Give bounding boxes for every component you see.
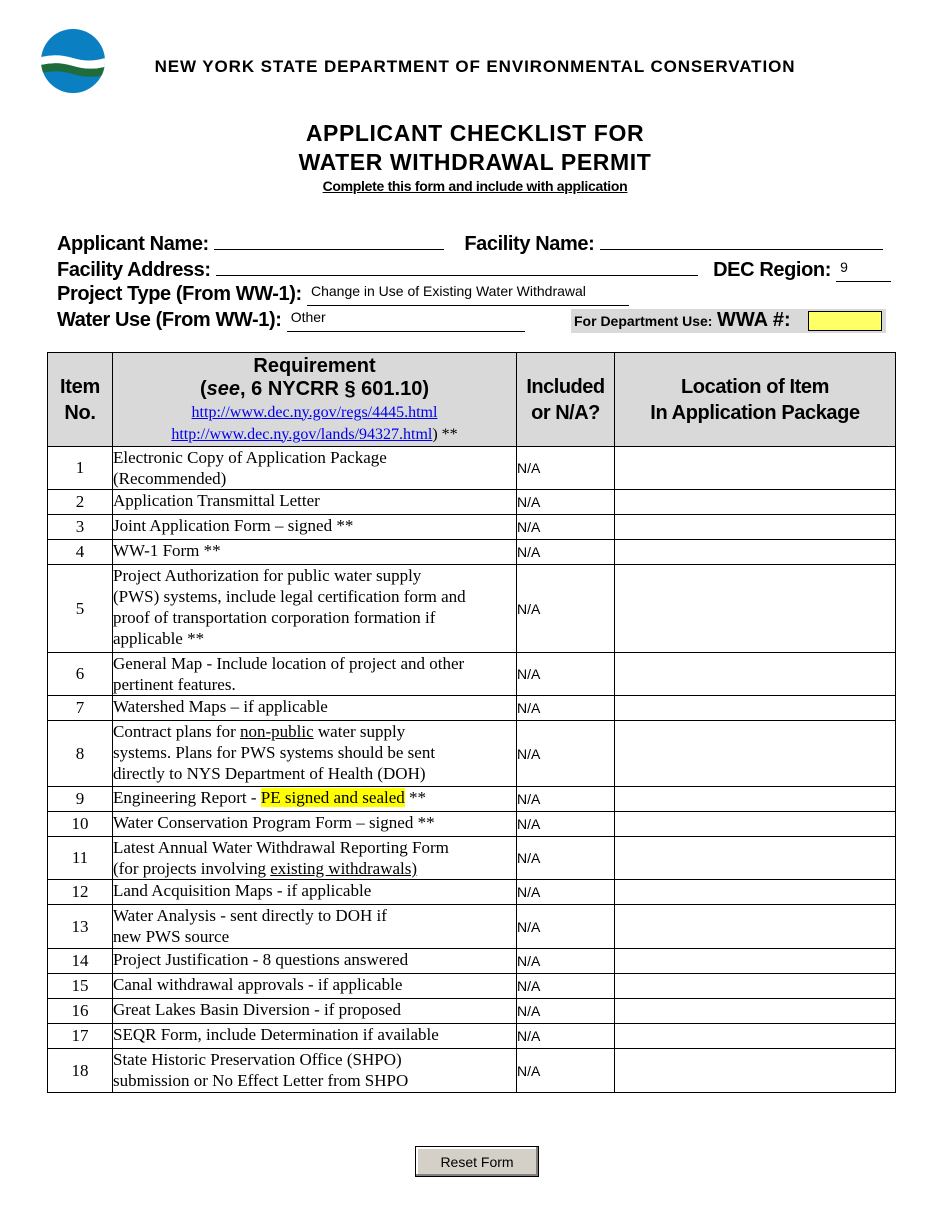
included-field[interactable]: N/A — [517, 787, 615, 812]
project-type-value: Change in Use of Existing Water Withdrawal — [310, 283, 586, 299]
location-field[interactable] — [615, 812, 896, 837]
project-type-row — [57, 283, 629, 306]
requirement-text: Engineering Report - PE signed and sealed ** — [113, 787, 517, 812]
water-use-value: Other — [290, 309, 326, 325]
reset-form-button[interactable]: Reset Form — [415, 1146, 539, 1177]
table-row — [48, 447, 896, 490]
applicant-facility-row — [57, 231, 883, 256]
header-included: Included or N/A? — [517, 353, 615, 447]
location-field[interactable] — [615, 787, 896, 812]
wwa-number-field[interactable] — [808, 311, 882, 331]
department-use-label: For Department Use: — [574, 313, 713, 329]
item-number: 13 — [48, 905, 113, 949]
location-field[interactable] — [615, 905, 896, 949]
table-row — [48, 653, 896, 696]
checklist-table — [47, 352, 896, 1093]
requirement-text: Contract plans for non-public water supply systems. Plans for PWS systems should be sent directly to NYS Department of Health (DOH) — [113, 721, 517, 787]
requirement-text: Joint Application Form – signed ** — [113, 515, 517, 540]
requirement-text: Water Conservation Program Form – signed ** — [113, 812, 517, 837]
included-field[interactable]: N/A — [517, 837, 615, 880]
requirement-text: Great Lakes Basin Diversion - if proposed — [113, 999, 517, 1024]
included-field[interactable]: N/A — [517, 1024, 615, 1049]
item-number: 9 — [48, 787, 113, 812]
location-field[interactable] — [615, 837, 896, 880]
location-field[interactable] — [615, 565, 896, 653]
dec-region-value: 9 — [840, 259, 848, 275]
table-row — [48, 812, 896, 837]
item-number: 3 — [48, 515, 113, 540]
applicant-name-field[interactable] — [214, 231, 444, 250]
project-type-label: Project Type (From WW-1): — [57, 283, 302, 305]
table-header-row — [48, 353, 896, 447]
requirement-text: Latest Annual Water Withdrawal Reporting Form (for projects involving existing withdrawals) — [113, 837, 517, 880]
requirement-text: Electronic Copy of Application Package (Recommended) — [113, 447, 517, 490]
location-field[interactable] — [615, 974, 896, 999]
requirement-text: Project Justification - 8 questions answered — [113, 949, 517, 974]
requirement-text: Water Analysis - sent directly to DOH if new PWS source — [113, 905, 517, 949]
item-number: 10 — [48, 812, 113, 837]
wwa-label: WWA #: — [717, 309, 791, 331]
included-field[interactable]: N/A — [517, 490, 615, 515]
requirement-text: Application Transmittal Letter — [113, 490, 517, 515]
table-row — [48, 490, 896, 515]
item-number: 15 — [48, 974, 113, 999]
included-field[interactable]: N/A — [517, 653, 615, 696]
dec-region-label: DEC Region: — [713, 259, 831, 281]
requirement-text: SEQR Form, include Determination if available — [113, 1024, 517, 1049]
item-number: 1 — [48, 447, 113, 490]
requirement-text: State Historic Preservation Office (SHPO) submission or No Effect Letter from SHPO — [113, 1049, 517, 1093]
table-row — [48, 1024, 896, 1049]
form-title-line1: APPLICANT CHECKLIST FOR — [305, 120, 645, 146]
form-subtitle: Complete this form and include with application — [322, 178, 628, 194]
location-field[interactable] — [615, 653, 896, 696]
requirement-text: WW-1 Form ** — [113, 540, 517, 565]
location-field[interactable] — [615, 696, 896, 721]
lands-link[interactable]: http://www.dec.ny.gov/lands/94327.html — [171, 425, 433, 443]
item-number: 2 — [48, 490, 113, 515]
included-field[interactable]: N/A — [517, 540, 615, 565]
address-region-row — [57, 257, 891, 282]
regs-link[interactable]: http://www.dec.ny.gov/regs/4445.html — [191, 403, 438, 421]
facility-address-label: Facility Address: — [57, 259, 211, 281]
table-row — [48, 565, 896, 653]
water-use-label: Water Use (From WW-1): — [57, 309, 282, 331]
table-row — [48, 905, 896, 949]
item-number: 17 — [48, 1024, 113, 1049]
water-use-row — [57, 309, 525, 332]
item-number: 12 — [48, 880, 113, 905]
table-row — [48, 974, 896, 999]
included-field[interactable]: N/A — [517, 905, 615, 949]
item-number: 14 — [48, 949, 113, 974]
item-number: 6 — [48, 653, 113, 696]
facility-address-field[interactable] — [216, 257, 698, 276]
table-row — [48, 1049, 896, 1093]
location-field[interactable] — [615, 490, 896, 515]
header-item-no: Item No. — [48, 353, 113, 447]
location-field[interactable] — [615, 447, 896, 490]
included-field[interactable]: N/A — [517, 515, 615, 540]
header-location: Location of Item In Application Package — [615, 353, 896, 447]
included-field[interactable]: N/A — [517, 1049, 615, 1093]
applicant-name-label: Applicant Name: — [57, 233, 209, 255]
facility-name-label: Facility Name: — [464, 233, 595, 255]
table-row — [48, 721, 896, 787]
header-requirement: Requirement (see, 6 NYCRR § 601.10) http://www.dec.ny.gov/regs/4445.html http://www.dec.ny.gov/lands/94327.html) ** — [113, 353, 517, 447]
location-field[interactable] — [615, 515, 896, 540]
item-number: 4 — [48, 540, 113, 565]
item-number: 18 — [48, 1049, 113, 1093]
location-field[interactable] — [615, 1049, 896, 1093]
location-field[interactable] — [615, 880, 896, 905]
table-row — [48, 949, 896, 974]
requirement-text: Canal withdrawal approvals - if applicable — [113, 974, 517, 999]
included-field[interactable]: N/A — [517, 812, 615, 837]
location-field[interactable] — [615, 721, 896, 787]
location-field[interactable] — [615, 1024, 896, 1049]
pe-signed-highlight: PE signed and sealed — [260, 788, 405, 807]
included-field[interactable]: N/A — [517, 880, 615, 905]
form-title-line2: WATER WITHDRAWAL PERMIT — [298, 149, 652, 175]
item-number: 8 — [48, 721, 113, 787]
requirement-text: General Map - Include location of project and other pertinent features. — [113, 653, 517, 696]
table-row — [48, 837, 896, 880]
project-type-field[interactable] — [307, 283, 629, 306]
included-field[interactable]: N/A — [517, 721, 615, 787]
requirement-text: Watershed Maps – if applicable — [113, 696, 517, 721]
item-number: 7 — [48, 696, 113, 721]
table-row — [48, 999, 896, 1024]
included-field[interactable]: N/A — [517, 974, 615, 999]
location-field[interactable] — [615, 949, 896, 974]
item-number: 5 — [48, 565, 113, 653]
facility-name-field[interactable] — [600, 231, 883, 250]
department-use-box — [571, 309, 886, 333]
table-row — [48, 515, 896, 540]
agency-name: NEW YORK STATE DEPARTMENT OF ENVIRONMENTAL CONSERVATION — [154, 57, 796, 76]
item-number: 11 — [48, 837, 113, 880]
table-row — [48, 540, 896, 565]
included-field[interactable]: N/A — [517, 696, 615, 721]
included-field[interactable]: N/A — [517, 565, 615, 653]
water-use-field[interactable] — [287, 309, 525, 332]
location-field[interactable] — [615, 999, 896, 1024]
location-field[interactable] — [615, 540, 896, 565]
dec-region-field[interactable] — [836, 259, 891, 282]
item-number: 16 — [48, 999, 113, 1024]
included-field[interactable]: N/A — [517, 447, 615, 490]
included-field[interactable]: N/A — [517, 949, 615, 974]
table-row — [48, 696, 896, 721]
requirement-text: Project Authorization for public water supply (PWS) systems, include legal certification form and proof of transportation corporation formation if applicable ** — [113, 565, 517, 653]
table-row — [48, 787, 896, 812]
included-field[interactable]: N/A — [517, 999, 615, 1024]
requirement-text: Land Acquisition Maps - if applicable — [113, 880, 517, 905]
table-row — [48, 880, 896, 905]
